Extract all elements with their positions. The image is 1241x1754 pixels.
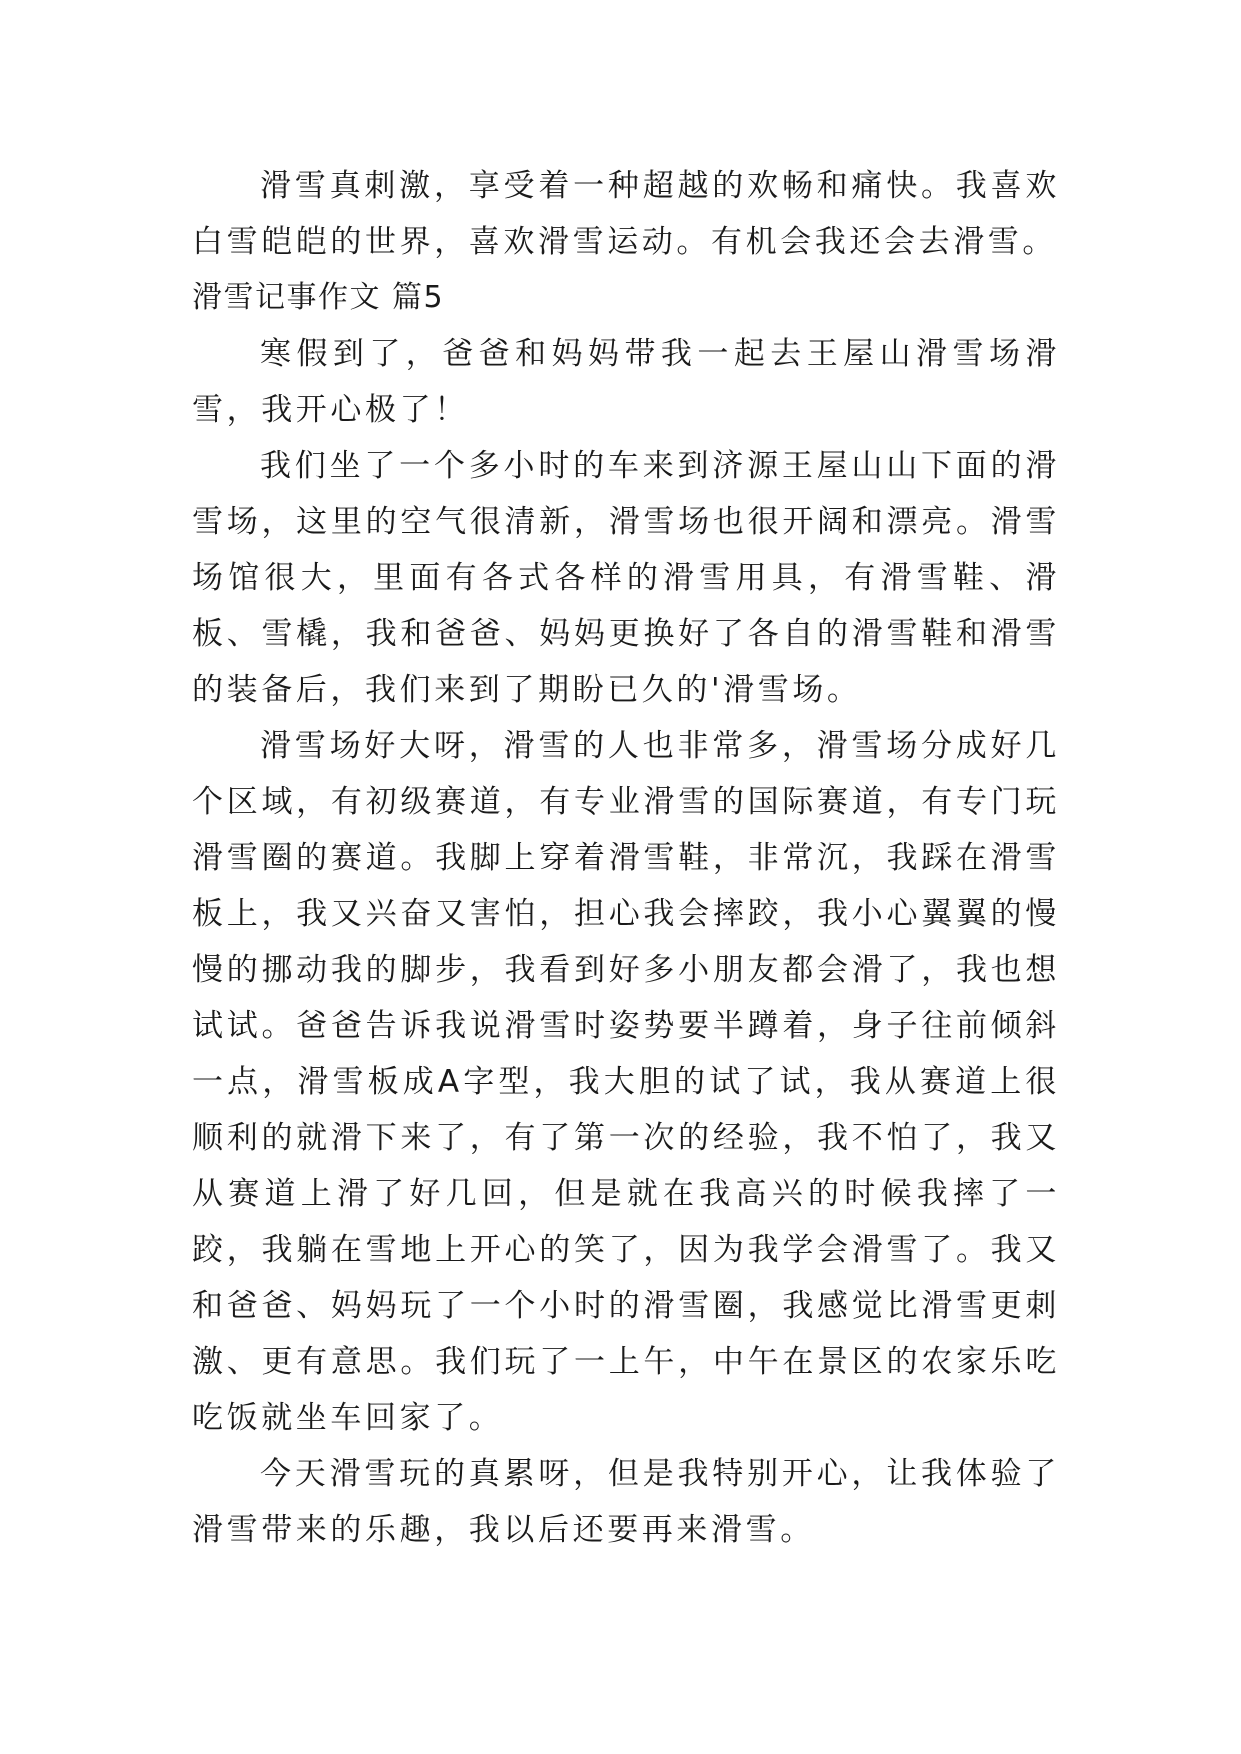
section-heading: 滑雪记事作文 篇5 [192,280,445,315]
paragraph: 今天滑雪玩的真累呀，但是我特别开心，让我体验了滑雪带来的乐趣，我以后还要再来滑雪。 [192,1456,1060,1548]
paragraph: 寒假到了，爸爸和妈妈带我一起去王屋山滑雪场滑雪，我开心极了！ [192,336,1060,428]
paragraph-intro-ending: 滑雪真刺激，享受着一种超越的欢畅和痛快。我喜欢白雪皑皑的世界，喜欢滑雪运动。有机会我还会去滑雪。 [192,168,1060,260]
document-body [192,158,1060,1558]
paragraph: 我们坐了一个多小时的车来到济源王屋山山下面的滑雪场，这里的空气很清新，滑雪场也很开阔和漂亮。滑雪场馆很大，里面有各式各样的滑雪用具，有滑雪鞋、滑板、雪橇，我和爸爸、妈妈更换好了各自的滑雪鞋和滑雪的装备后，我们来到了期盼已久的'滑雪场。 [192,448,1060,708]
paragraph: 滑雪场好大呀，滑雪的人也非常多，滑雪场分成好几个区域，有初级赛道，有专业滑雪的国际赛道，有专门玩滑雪圈的赛道。我脚上穿着滑雪鞋，非常沉，我踩在滑雪板上，我又兴奋又害怕，担心我会摔跤，我小心翼翼的慢慢的挪动我的脚步，我看到好多小朋友都会滑了，我也想试试。爸爸告诉我说滑雪时姿势要半蹲着，身子往前倾斜一点，滑雪板成A字型，我大胆的试了试，我从赛道上很顺利的就滑下来了，有了第一次的经验，我不怕了，我又从赛道上滑了好几回，但是就在我高兴的时候我摔了一跤，我躺在雪地上开心的笑了，因为我学会滑雪了。我又和爸爸、妈妈玩了一个小时的滑雪圈，我感觉比滑雪更刺激、更有意思。我们玩了一上午，中午在景区的农家乐吃吃饭就坐车回家了。 [192,728,1060,1436]
